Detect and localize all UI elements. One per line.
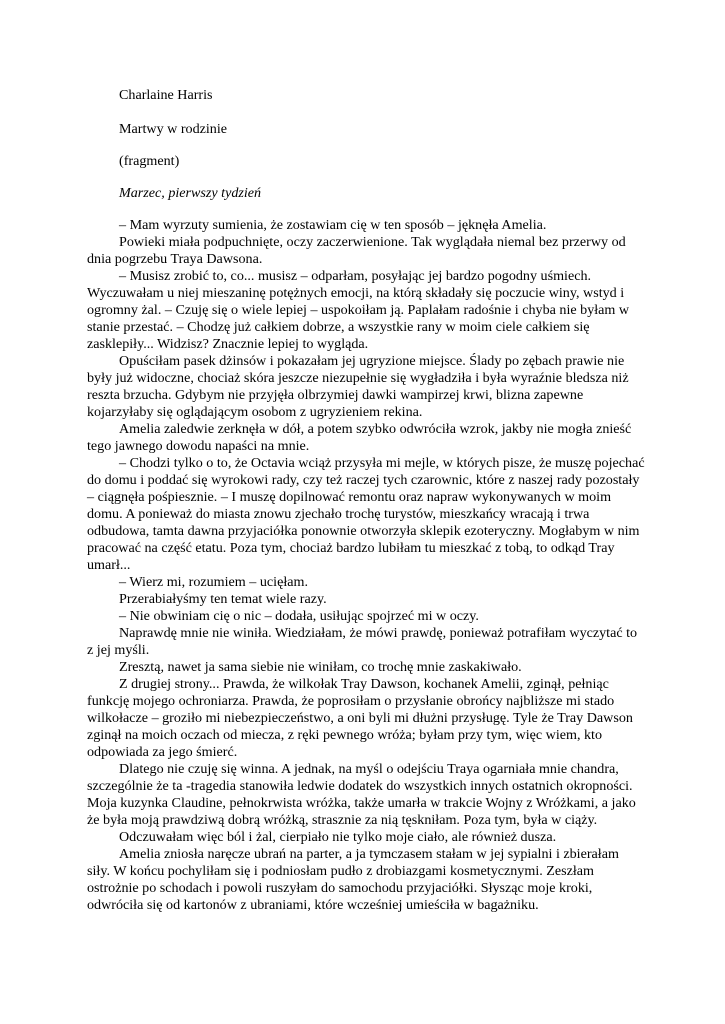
paragraph: Naprawdę mnie nie winiła. Wiedziałam, że mówi prawdę, ponieważ potrafiłam wyczytać to z jej myśli. [87, 625, 638, 658]
body-text [87, 217, 645, 914]
paragraph: – Nie obwiniam cię o nic – dodała, usiłując spojrzeć mi w oczy. [119, 608, 479, 624]
book-title: Martwy w rodzinie [119, 121, 228, 137]
paragraph: – Chodzi tylko o to, że Octavia wciąż przysyła mi mejle, w których pisze, że muszę pojechać do domu i poddać się wyrokowi rady, czy też raczej tych czarownic, które z naszej rady pozostały – ciągnęła pośpiesznie. – I muszę dopilnować remontu oraz napraw wykonywanych w moim domu. A ponieważ do miasta znowu zjechało trochę turystów, mieszkańcy wracają i trwa odbudowa, tamta dawna przyjaciółka ponownie otworzyła sklepik ezoteryczny. Mogłabym w nim pracować na część etatu. Poza tym, chociaż bardzo lubiłam tu mieszkać z tobą, to odkąd Tray umarł... [87, 455, 645, 573]
paragraph: Amelia zniosła naręcze ubrań na parter, a ja tymczasem stałam w jej sypialni i zbierałam siły. W końcu pochyliłam się i podniosłam pudło z drobiazgami kosmetycznymi. Zeszłam ostrożnie po schodach i powoli ruszyłam do samochodu przyjaciółki. Słysząc moje kroki, odwróciła się od kartonów z ubraniami, które wcześniej umieściła w bagażniku. [87, 846, 619, 913]
paragraph: Przerabiałyśmy ten temat wiele razy. [119, 591, 327, 607]
fragment-label: (fragment) [119, 153, 180, 169]
paragraph: Amelia zaledwie zerknęła w dół, a potem szybko odwróciła wzrok, jakby nie mogła znieść tego jawnego dowodu napaści na mnie. [87, 421, 632, 454]
author-name: Charlaine Harris [119, 87, 213, 103]
paragraph: – Mam wyrzuty sumienia, że zostawiam cię w ten sposób – jęknęła Amelia. [119, 217, 547, 233]
paragraph: – Wierz mi, rozumiem – ucięłam. [119, 574, 308, 590]
section-heading: Marzec, pierwszy tydzień [119, 185, 262, 201]
paragraph: Odczuwałam więc ból i żal, cierpiało nie tylko moje ciało, ale również dusza. [119, 829, 557, 845]
paragraph: Z drugiej strony... Prawda, że wilkołak Tray Dawson, kochanek Amelii, zginął, pełniąc funkcję mojego ochroniarza. Prawda, że poprosiłam o przysłanie obrońcy najbliższe mi stado wilkołacze – groziło mi niebezpieczeństwo, a oni byli mi dłużni przysługę. Tyle że Tray Dawson zginął na moich oczach od miecza, z ręki pewnego wróża; byłam przy tym, więc wiem, kto odpowiada za jego śmierć. [87, 676, 633, 760]
paragraph: Powieki miała podpuchnięte, oczy zaczerwienione. Tak wyglądała niemal bez przerwy od dnia pogrzebu Traya Dawsona. [87, 234, 626, 267]
paragraph: Opuściłam pasek dżinsów i pokazałam jej ugryzione miejsce. Ślady po zębach prawie nie były już widoczne, chociaż skóra jeszcze niezupełnie się wygładziła i była wyraźnie bledsza niż reszta brzucha. Gdybym nie przyjęła olbrzymiej dawki wampirzej krwi, blizna zapewne kojarzyłaby się oglądającym osobom z ugryzieniem rekina. [87, 353, 629, 420]
paragraph: Dlatego nie czuję się winna. A jednak, na myśl o odejściu Traya ogarniała mnie chandra, szczególnie że ta -tragedia stanowiła ledwie dodatek do wszystkich innych ostatnich okropności. Moja kuzynka Claudine, pełnokrwista wróżka, także umarła w trakcie Wojny z Wróżkami, a jako że była moją prawdziwą dobrą wróżką, strasznie za nią tęskniłam. Poza tym, była w ciąży. [87, 761, 636, 828]
paragraph: – Musisz zrobić to, co... musisz – odparłam, posyłając jej bardzo pogodny uśmiech. Wyczuwałam u niej mieszaninę potężnych emocji, na którą składały się poczucie winy, wstyd i ogromny żal. – Czuję się o wiele lepiej – uspokoiłam ją. Paplałam radośnie i chyba nie byłam w stanie przestać. – Chodzę już całkiem dobrze, a wszystkie rany w moim ciele całkiem się zasklepiły... Widzisz? Znacznie lepiej to wygląda. [87, 268, 630, 352]
paragraph: Zresztą, nawet ja sama siebie nie winiłam, co trochę mnie zaskakiwało. [119, 659, 522, 675]
